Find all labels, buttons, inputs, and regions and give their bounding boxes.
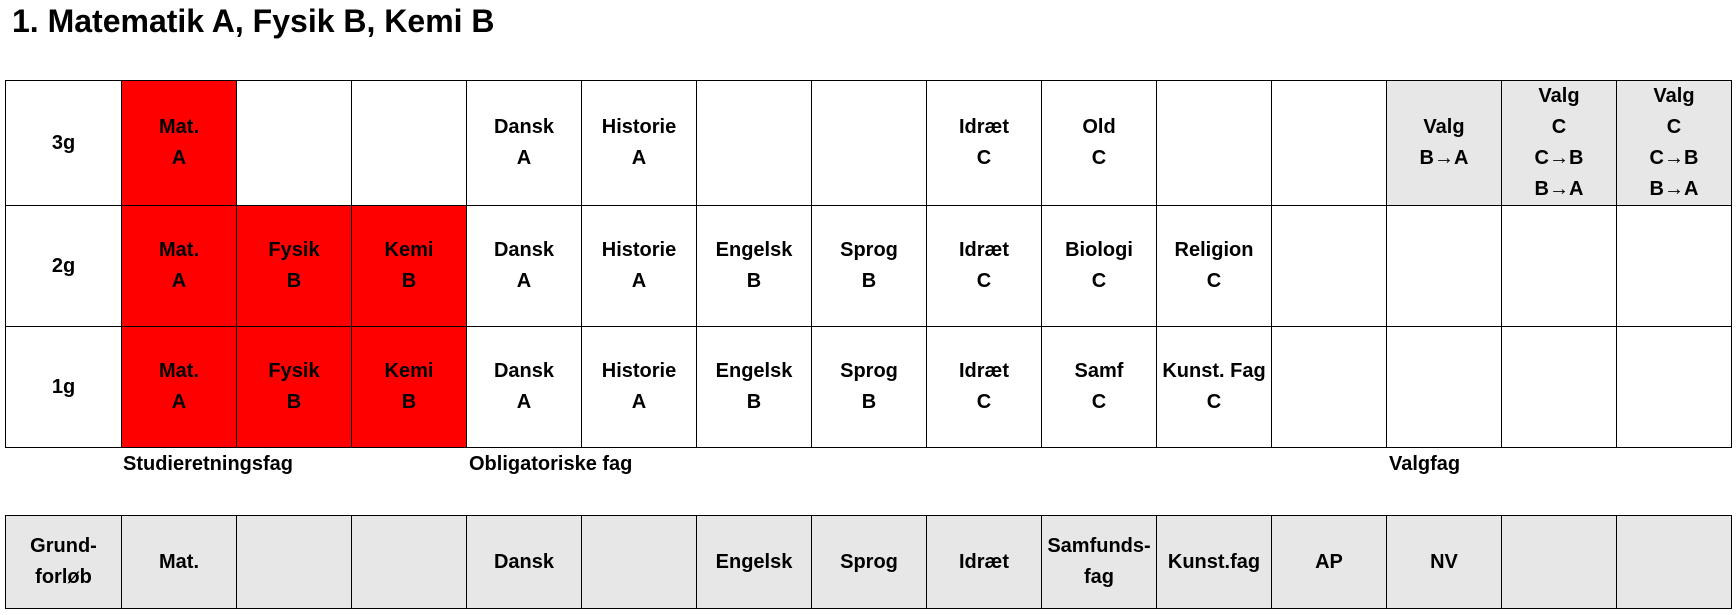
subject-cell: Mat. A <box>122 327 237 448</box>
subject-cell: Kunst. Fag C <box>1157 327 1272 448</box>
subject-cell: Idræt <box>927 516 1042 609</box>
table-row <box>6 516 1732 609</box>
grundforloeb-table <box>5 515 1732 609</box>
subject-cell: Kemi B <box>352 206 467 327</box>
subject-cell <box>1502 206 1617 327</box>
subject-cell: Valg B→A <box>1387 81 1502 206</box>
subject-cell: Engelsk <box>697 516 812 609</box>
subject-cell <box>1272 81 1387 206</box>
study-plan-table <box>5 80 1732 448</box>
row-label: 2g <box>6 206 122 327</box>
subject-cell: Fysik B <box>237 206 352 327</box>
subject-cell <box>352 81 467 206</box>
subject-cell: Dansk A <box>467 81 582 206</box>
row-label: Grund- forløb <box>6 516 122 609</box>
subject-cell <box>1617 516 1732 609</box>
subject-cell: Historie A <box>582 206 697 327</box>
subject-cell: Kemi B <box>352 327 467 448</box>
subject-cell: Dansk <box>467 516 582 609</box>
subject-cell: Mat. <box>122 516 237 609</box>
subject-cell: Sprog B <box>812 206 927 327</box>
subject-cell: Old C <box>1042 81 1157 206</box>
subject-cell: Valg C C→B B→A <box>1502 81 1617 206</box>
subject-cell: Biologi C <box>1042 206 1157 327</box>
subject-cell: Kunst.fag <box>1157 516 1272 609</box>
page-title: 1. Matematik A, Fysik B, Kemi B <box>12 3 495 39</box>
subject-cell: Dansk A <box>467 327 582 448</box>
row-label: 3g <box>6 81 122 206</box>
subject-cell: Idræt C <box>927 327 1042 448</box>
subject-cell <box>1272 327 1387 448</box>
subject-cell: Idræt C <box>927 81 1042 206</box>
subject-cell: Valg C C→B B→A <box>1617 81 1732 206</box>
subject-cell: Religion C <box>1157 206 1272 327</box>
subject-cell: Idræt C <box>927 206 1042 327</box>
table-row <box>6 327 1732 448</box>
subject-cell <box>812 81 927 206</box>
subject-cell: Mat. A <box>122 206 237 327</box>
subject-cell <box>697 81 812 206</box>
subject-cell: NV <box>1387 516 1502 609</box>
subject-cell <box>237 516 352 609</box>
subject-cell: Engelsk B <box>697 327 812 448</box>
section-label-obligatoriske-fag: Obligatoriske fag <box>469 453 633 475</box>
subject-cell <box>1272 206 1387 327</box>
subject-cell: Mat. A <box>122 81 237 206</box>
subject-cell: Historie A <box>582 81 697 206</box>
subject-cell <box>1387 206 1502 327</box>
row-label: 1g <box>6 327 122 448</box>
table-row <box>6 206 1732 327</box>
subject-cell <box>1157 81 1272 206</box>
subject-cell <box>1387 327 1502 448</box>
subject-cell: Dansk A <box>467 206 582 327</box>
section-label-studieretningsfag: Studieretningsfag <box>123 453 294 475</box>
subject-cell: Samfunds- fag <box>1042 516 1157 609</box>
subject-cell <box>582 516 697 609</box>
subject-cell <box>1617 327 1732 448</box>
subject-cell <box>237 81 352 206</box>
subject-cell: Sprog B <box>812 327 927 448</box>
subject-cell: Sprog <box>812 516 927 609</box>
table-row <box>6 81 1732 206</box>
section-label-valgfag: Valgfag <box>1389 453 1461 475</box>
subject-cell <box>1502 327 1617 448</box>
subject-cell <box>1502 516 1617 609</box>
subject-cell <box>1617 206 1732 327</box>
subject-cell <box>352 516 467 609</box>
subject-cell: Samf C <box>1042 327 1157 448</box>
subject-cell: AP <box>1272 516 1387 609</box>
subject-cell: Fysik B <box>237 327 352 448</box>
subject-cell: Engelsk B <box>697 206 812 327</box>
subject-cell: Historie A <box>582 327 697 448</box>
